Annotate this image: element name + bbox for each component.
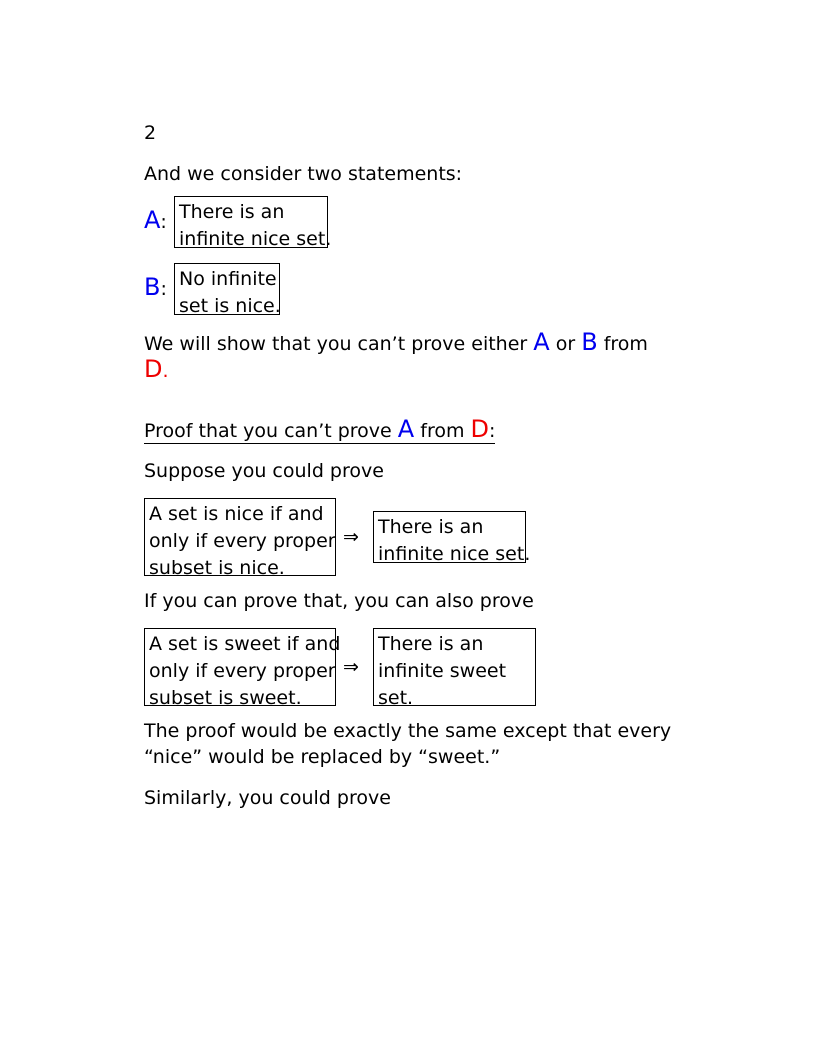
proof-heading-d: D: [470, 415, 489, 443]
suppose-text: Suppose you could prove: [144, 460, 384, 482]
claim-text: We will show that you can’t prove either: [144, 333, 534, 355]
implication-1-conclusion-line-2: infinite nice set.: [378, 543, 531, 565]
also-prove-text: If you can prove that, you can also prove: [144, 590, 534, 612]
statement-a-letter: A: [144, 206, 161, 234]
similarly-text: Similarly, you could prove: [144, 787, 391, 809]
implication-1-arrow: ⇒: [343, 526, 359, 548]
statement-a-label: [144, 208, 167, 232]
claim-a: A: [533, 328, 550, 356]
implication-1-conclusion-line-1: There is an: [378, 516, 484, 538]
implication-2-premise-line-2: only if every proper: [149, 660, 336, 682]
claim-line-2: [144, 357, 169, 381]
implication-2-conclusion-line-1: There is an: [378, 633, 484, 655]
implication-2-conclusion: [373, 628, 536, 709]
claim-period: .: [162, 360, 169, 382]
proof-heading-from: from: [414, 420, 471, 442]
implication-2-conclusion-line-3: set.: [378, 687, 414, 709]
statement-a-box: [174, 196, 332, 250]
implication-1-premise: [144, 498, 336, 579]
implication-2-premise: [144, 628, 341, 709]
proof-heading-a: A: [397, 415, 415, 443]
statement-b-colon: :: [160, 278, 167, 300]
claim-or: or: [549, 333, 582, 355]
claim-d: D: [144, 355, 163, 383]
claim-b: B: [581, 328, 598, 356]
claim-from: from: [597, 333, 648, 355]
implication-1-premise-line-2: only if every proper: [149, 530, 336, 552]
statement-b-letter: B: [144, 273, 161, 301]
statement-b-line-2: set is nice.: [179, 295, 281, 317]
claim-line-1: [144, 330, 648, 354]
implication-2-arrow: ⇒: [343, 656, 359, 678]
statement-a-line-1: There is an: [179, 201, 285, 223]
proof-heading: [144, 417, 495, 444]
implication-2-conclusion-line-2: infinite sweet: [378, 660, 507, 682]
implication-1-premise-line-3: subset is nice.: [149, 557, 285, 579]
explanation-line-2: “nice” would be replaced by “sweet.”: [144, 746, 501, 768]
statement-b-label: [144, 275, 167, 299]
implication-1-premise-line-1: A set is nice if and: [149, 503, 324, 525]
proof-heading-colon: :: [489, 420, 496, 442]
statement-b-box: [174, 263, 280, 315]
explanation-line-1: The proof would be exactly the same except that every: [144, 720, 672, 742]
statement-a-colon: :: [160, 211, 167, 233]
statement-b-line-1: No infinite: [179, 268, 277, 290]
proof-heading-text: Proof that you can’t prove: [144, 420, 398, 442]
statement-a-line-2: infinite nice set.: [179, 228, 332, 250]
page-number: 2: [144, 122, 157, 144]
implication-1-conclusion: [373, 511, 531, 565]
implication-2-premise-line-3: subset is sweet.: [149, 687, 302, 709]
implication-2-premise-line-1: A set is sweet if and: [149, 633, 341, 655]
intro-text: And we consider two statements:: [144, 163, 463, 185]
